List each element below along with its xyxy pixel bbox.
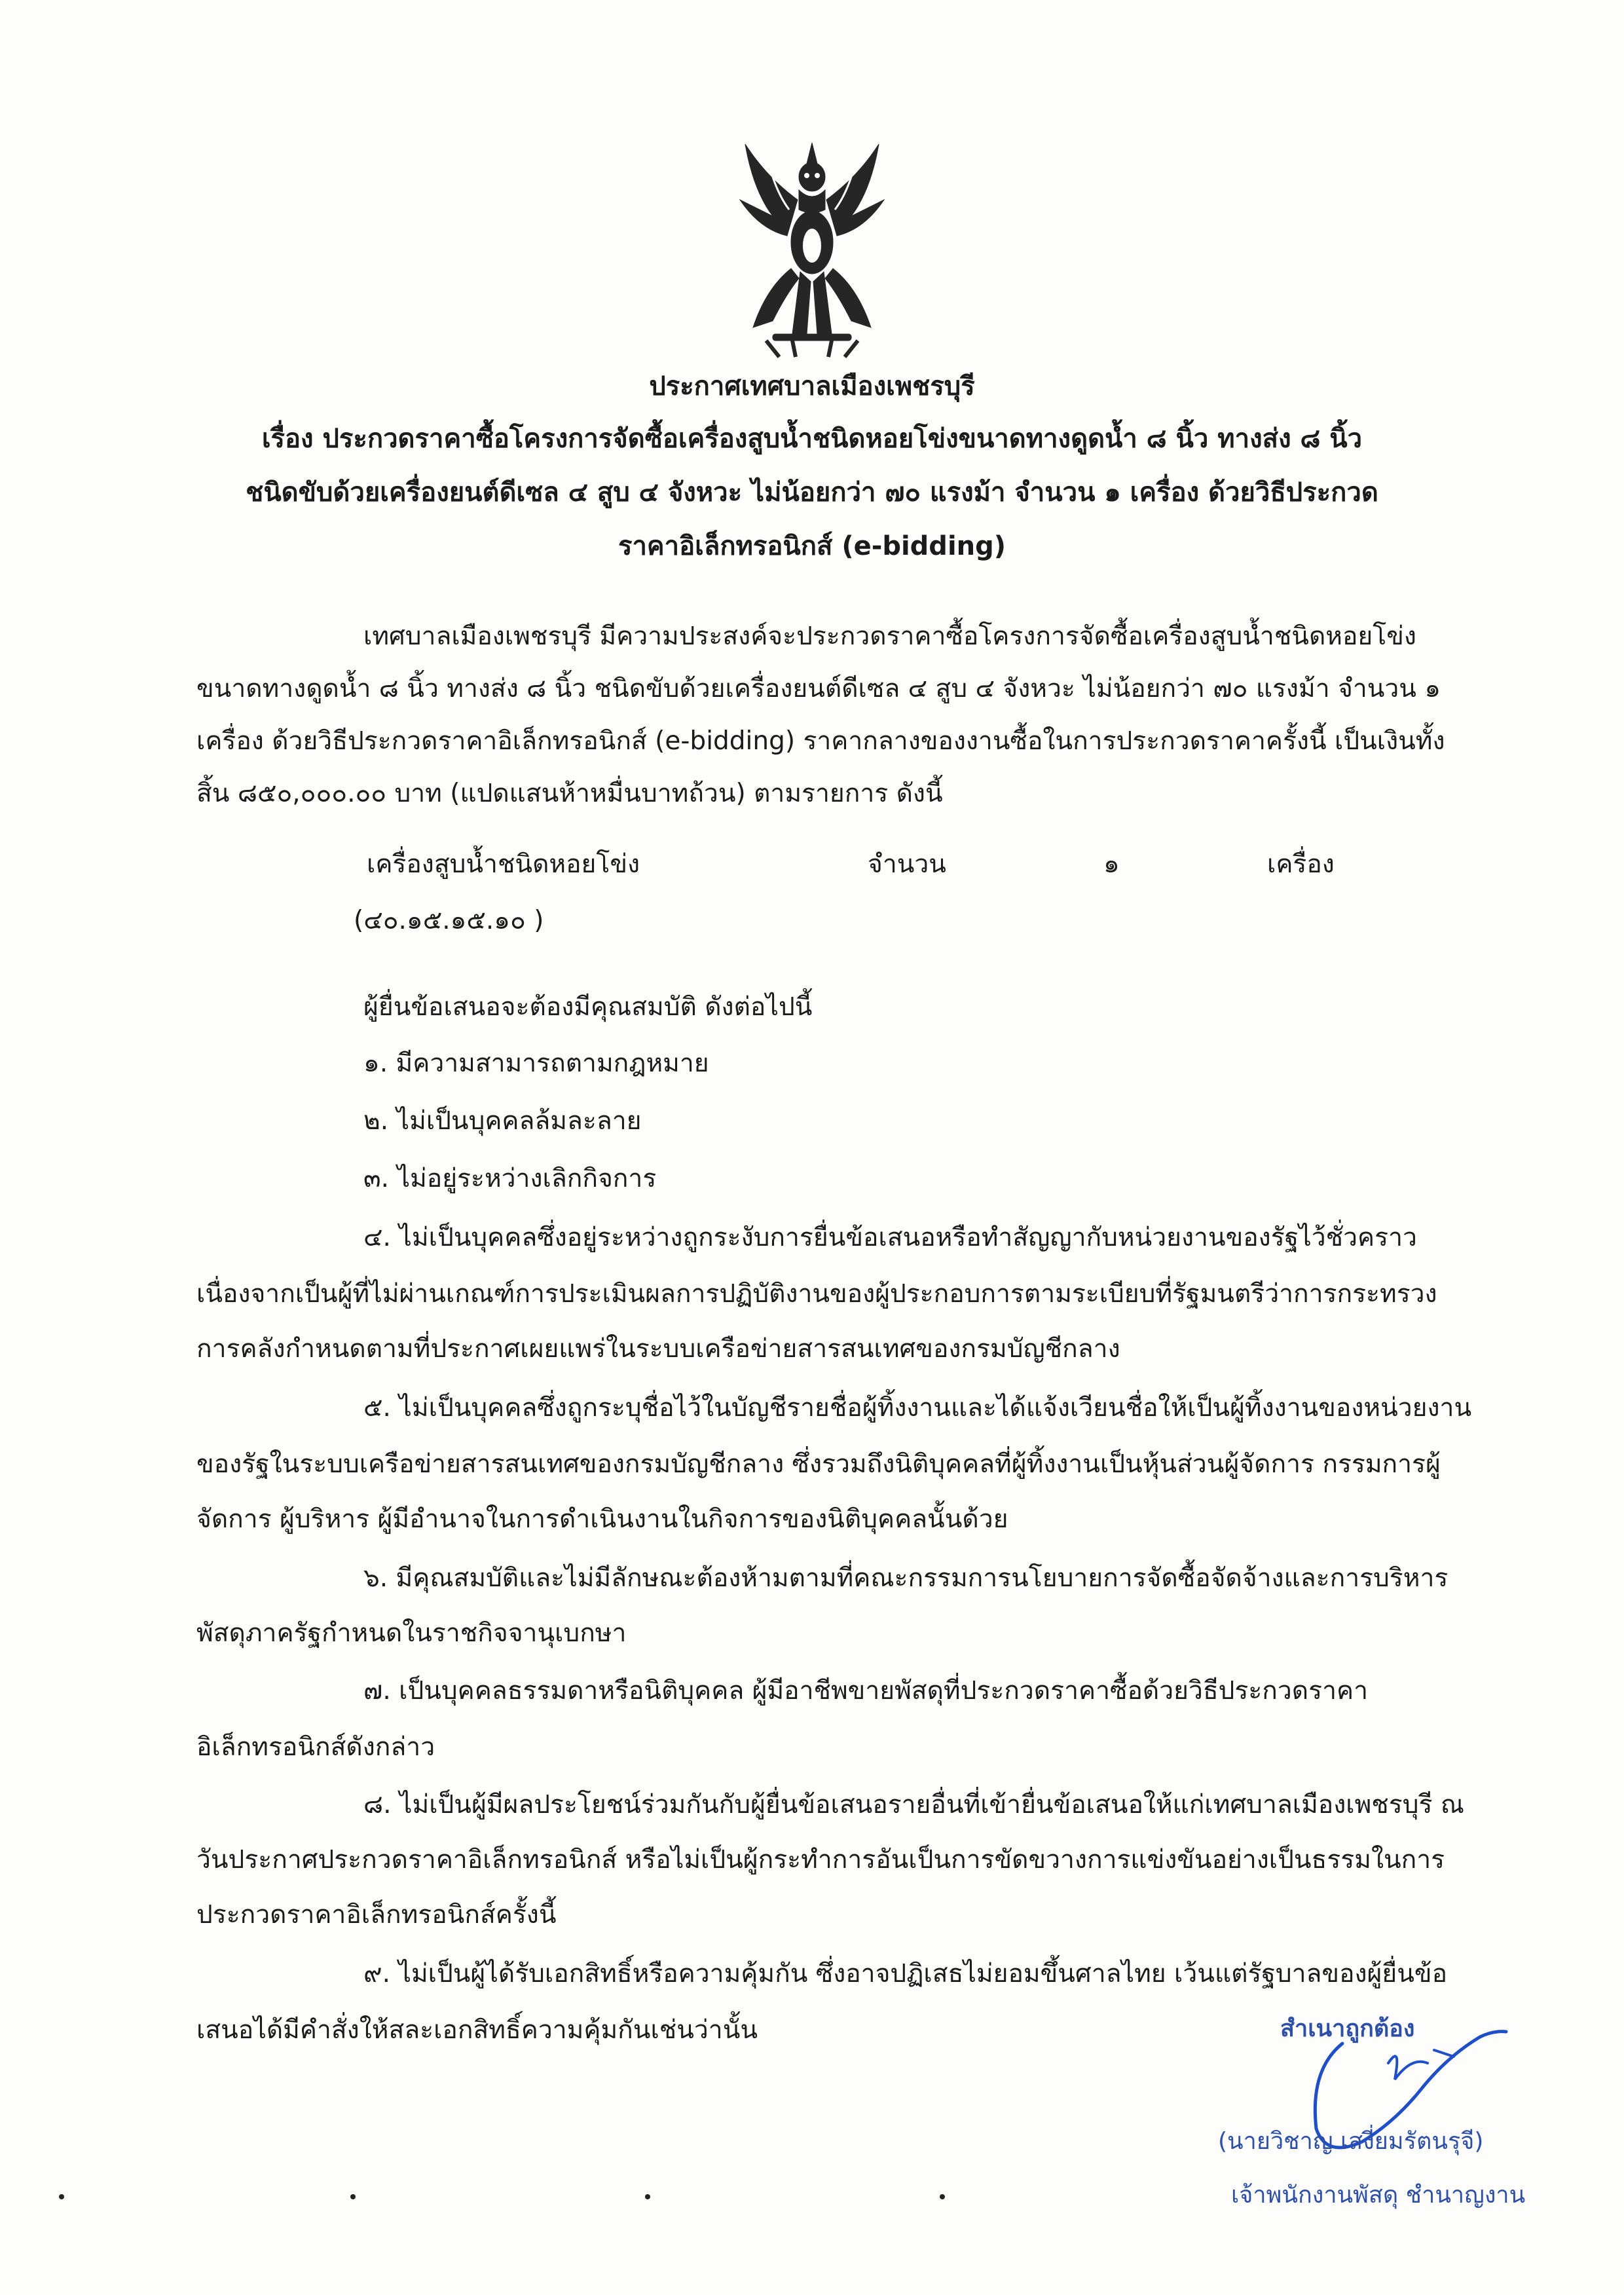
qualification-8-line-1: ๘. ไม่เป็นผู้มีผลประโยชน์ร่วมกันกับผู้ยื่นข้อเสนอรายอื่นที่เข้ายื่นข้อเสนอให้แก่เทศบาลเมืองเพชรบุรี ณ bbox=[363, 1790, 1464, 1819]
item-qty: ๑ bbox=[1103, 849, 1120, 879]
qualification-9-line-1: ๙. ไม่เป็นผู้ได้รับเอกสิทธิ์หรือความคุ้มกัน ซึ่งอาจปฏิเสธไม่ยอมขึ้นศาลไทย เว้นแต่รัฐบาลของผู้ยื่นข้อ bbox=[363, 1959, 1448, 1988]
signatory-name: (นายวิชาญ เสงี่ยมรัตนรุจี) bbox=[1218, 2128, 1484, 2155]
qualification-5-line-3: จัดการ ผู้บริหาร ผู้มีอำนาจในการดำเนินงานในกิจการของนิติบุคคลนั้นด้วย bbox=[196, 1504, 1008, 1534]
qualification-6-line-1: ๖. มีคุณสมบัติและไม่มีลักษณะต้องห้ามตามที่คณะกรรมการนโยบายการจัดซื้อจัดจ้างและการบริหาร bbox=[363, 1563, 1449, 1593]
signatory-position: เจ้าพนักงานพัสดุ ชำนาญงาน bbox=[1231, 2182, 1526, 2209]
qualification-4-line-2: เนื่องจากเป็นผู้ที่ไม่ผ่านเกณฑ์การประเมินผลการปฏิบัติงานของผู้ประกอบการตามระเบียบที่รัฐมนตรีว่าการกระทรวง bbox=[196, 1279, 1437, 1309]
certified-copy-stamp: สำเนาถูกต้อง bbox=[1280, 2015, 1415, 2042]
announcement-title: ประกาศเทศบาลเมืองเพชรบุรี bbox=[649, 371, 975, 401]
scan-speck bbox=[940, 2194, 945, 2199]
garuda-emblem-icon bbox=[727, 138, 897, 360]
qualification-5-line-2: ของรัฐในระบบเครือข่ายสารสนเทศของกรมบัญชีกลาง ซึ่งรวมถึงนิติบุคคลที่ผู้ทิ้งงานเป็นหุ้นส่วนผู้จัดการ กรรมการผู้ bbox=[196, 1449, 1441, 1479]
item-qty-label: จำนวน bbox=[868, 849, 946, 879]
subject-line-2: ชนิดขับด้วยเครื่องยนต์ดีเซล ๔ สูบ ๔ จังหวะ ไม่น้อยกว่า ๗๐ แรงม้า จำนวน ๑ เครื่อง ด้วยวิธีประกวด bbox=[246, 477, 1378, 508]
qualification-8-line-3: ประกวดราคาอิเล็กทรอนิกส์ครั้งนี้ bbox=[196, 1900, 557, 1930]
qualifications-heading: ผู้ยื่นข้อเสนอจะต้องมีคุณสมบัติ ดังต่อไปนี้ bbox=[363, 992, 813, 1022]
qualification-9-line-2: เสนอได้มีคำสั่งให้สละเอกสิทธิ์ความคุ้มกันเช่นว่านั้น bbox=[196, 2015, 758, 2045]
qualification-1: ๑. มีความสามารถตามกฎหมาย bbox=[363, 1049, 709, 1078]
subject-line-3: ราคาอิเล็กทรอนิกส์ (e-bidding) bbox=[618, 531, 1006, 561]
qualification-2: ๒. ไม่เป็นบุคคลล้มละลาย bbox=[363, 1106, 642, 1136]
qualification-4-line-1: ๔. ไม่เป็นบุคคลซึ่งอยู่ระหว่างถูกระงับการยื่นข้อเสนอหรือทำสัญญากับหน่วยงานของรัฐไว้ชั่วคราว bbox=[363, 1223, 1417, 1252]
subject-line-1: เรื่อง ประกวดราคาซื้อโครงการจัดซื้อเครื่องสูบน้ำชนิดหอยโข่งขนาดทางดูดน้ำ ๘ นิ้ว ทางส่ง ๘ นิ้ว bbox=[261, 424, 1363, 454]
scan-speck bbox=[350, 2194, 356, 2199]
qualification-7-line-1: ๗. เป็นบุคคลธรรมดาหรือนิติบุคคล ผู้มีอาชีพขายพัสดุที่ประกวดราคาซื้อด้วยวิธีประกวดราคา bbox=[363, 1676, 1368, 1706]
item-code: (๔๐.๑๕.๑๕.๑๐ ) bbox=[354, 906, 544, 935]
intro-line-3: เครื่อง ด้วยวิธีประกวดราคาอิเล็กทรอนิกส์ (e-bidding) ราคากลางของงานซื้อในการประกวดราคาครั้งนี้ เป็นเงินทั้ง bbox=[196, 726, 1445, 756]
item-name: เครื่องสูบน้ำชนิดหอยโข่ง bbox=[367, 849, 640, 879]
scan-speck bbox=[645, 2194, 650, 2199]
intro-line-2: ขนาดทางดูดน้ำ ๘ นิ้ว ทางส่ง ๘ นิ้ว ชนิดขับด้วยเครื่องยนต์ดีเซล ๔ สูบ ๔ จังหวะ ไม่น้อยกว่า ๗๐ แรงม้า จำนวน ๑ bbox=[196, 674, 1441, 703]
qualification-7-line-2: อิเล็กทรอนิกส์ดังกล่าว bbox=[196, 1732, 435, 1762]
intro-line-1: เทศบาลเมืองเพชรบุรี มีความประสงค์จะประกวดราคาซื้อโครงการจัดซื้อเครื่องสูบน้ำชนิดหอยโข่ง bbox=[363, 622, 1416, 651]
intro-line-4: สิ้น ๘๕๐,๐๐๐.๐๐ บาท (แปดแสนห้าหมื่นบาทถ้วน) ตามรายการ ดังนี้ bbox=[196, 779, 943, 808]
item-unit: เครื่อง bbox=[1267, 849, 1335, 879]
qualification-3: ๓. ไม่อยู่ระหว่างเลิกกิจการ bbox=[363, 1164, 657, 1193]
qualification-8-line-2: วันประกาศประกวดราคาอิเล็กทรอนิกส์ หรือไม่เป็นผู้กระทำการอันเป็นการขัดขวางการแข่งขันอย่างเป็นธรรมในการ bbox=[196, 1845, 1445, 1875]
scan-speck bbox=[59, 2194, 64, 2199]
qualification-6-line-2: พัสดุภาครัฐกำหนดในราชกิจจานุเบกษา bbox=[196, 1618, 627, 1648]
qualification-5-line-1: ๕. ไม่เป็นบุคคลซึ่งถูกระบุชื่อไว้ในบัญชีรายชื่อผู้ทิ้งงานและได้แจ้งเวียนชื่อให้เป็นผู้ทิ้งงานของหน่วยงาน bbox=[363, 1393, 1472, 1423]
qualification-4-line-3: การคลังกำหนดตามที่ประกาศเผยแพร่ในระบบเครือข่ายสารสนเทศของกรมบัญชีกลาง bbox=[196, 1334, 1120, 1364]
